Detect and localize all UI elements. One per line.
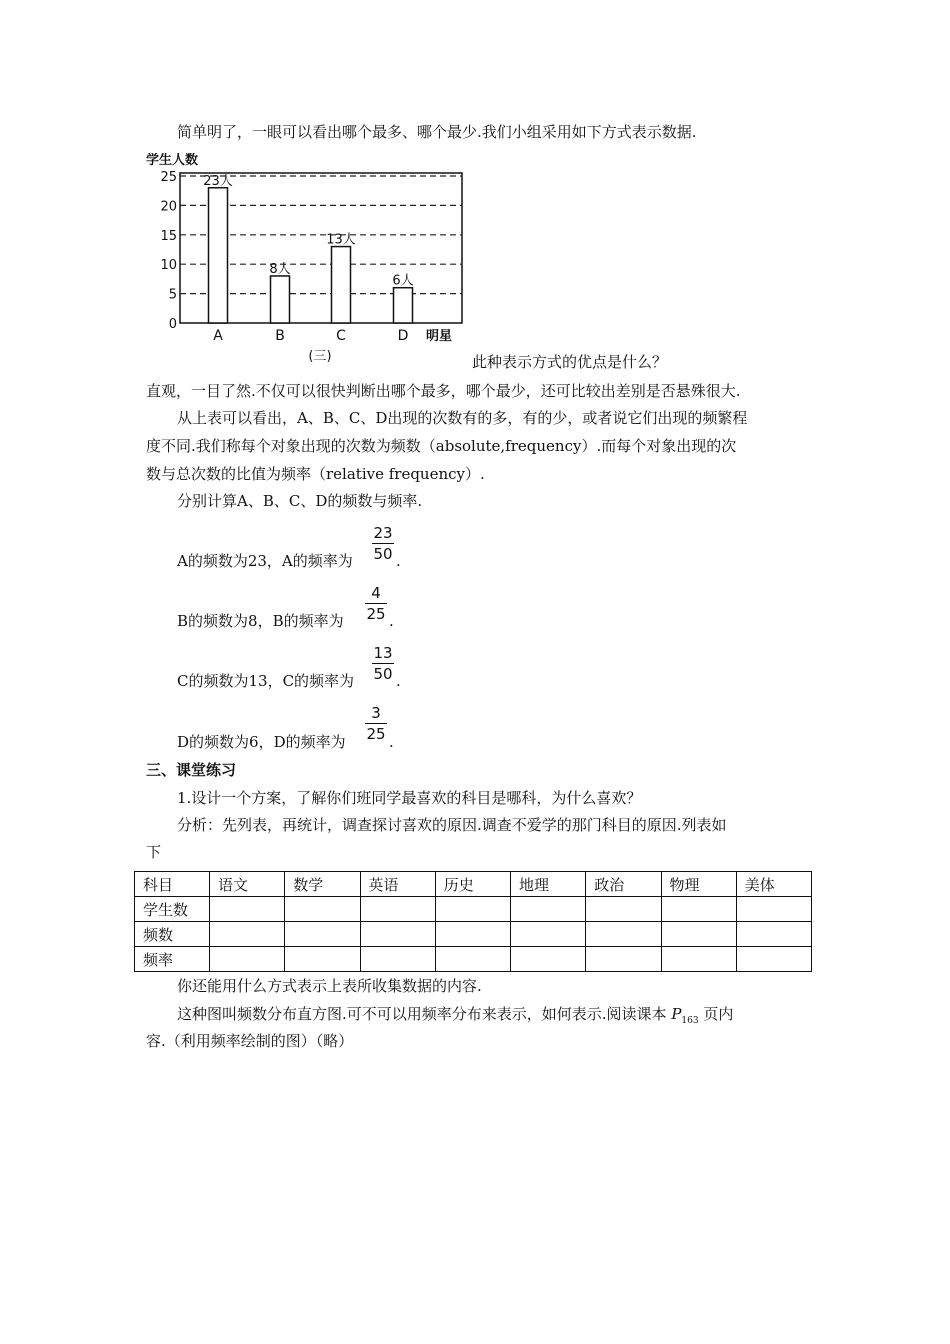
y-tick-label: 20 [160,199,177,215]
fraction-bar [372,543,394,544]
paragraph-4c: 数与总次数的比值为频率（relative frequency）. [146,465,485,483]
table-header-cell: 地理 [511,872,586,897]
bar-B [271,276,290,323]
table-cell [661,922,736,947]
bar-C [332,247,351,323]
data-label: 23人 [203,173,233,189]
numerator: 3 [371,704,381,722]
table-row [135,922,812,947]
table-header-cell: 物理 [661,872,736,897]
fraction-bar [365,603,387,604]
x-tick-label: C [336,328,346,344]
chart-caption: (三) [308,349,332,364]
paragraph-4a: 从上表可以看出，A、B、C、D出现的次数有的多，有的少，或者说它们出现的频繁程 [177,409,748,427]
table-cell [435,922,510,947]
table-cell [210,897,285,922]
y-tick-label: 25 [160,170,177,185]
denominator: 25 [366,725,386,743]
denominator: 50 [373,545,393,563]
table-cell [511,897,586,922]
table-cell [586,947,661,972]
fraction [372,524,394,563]
table-header-cell: 科目 [135,872,210,897]
y-tick-label: 5 [168,287,177,303]
bar-D [394,288,413,323]
table-cell [210,947,285,972]
period: . [396,552,401,570]
period: . [389,733,394,751]
page-ref-p: P [671,1005,682,1023]
table-cell [285,947,360,972]
numerator: 13 [373,644,393,662]
numerator: 4 [371,584,381,602]
analysis-a: 分析：先列表，再统计，调查探讨喜欢的原因.调查不爱学的那门科目的原因.列表如 [177,816,727,834]
page-ref-number: 163 [681,1016,699,1026]
table-cell [285,897,360,922]
denominator: 50 [373,665,393,683]
table-header-cell: 英语 [360,872,435,897]
fraction-bar [372,663,394,664]
paragraph-1: 简单明了，一眼可以看出哪个最多、哪个最少.我们小组采用如下方式表示数据. [177,123,697,141]
question-1: 1.设计一个方案，了解你们班同学最喜欢的科目是哪科，为什么喜欢？ [177,789,642,807]
table-row-label: 频率 [135,947,210,972]
data-label: 8人 [269,261,291,277]
paragraph-4b: 度不同.我们称每个对象出现的次数为频数（absolute,frequency）.而每个对象出现的次 [146,437,737,455]
section-heading: 三、课堂练习 [146,761,237,779]
table-cell [736,897,811,922]
table-cell [511,922,586,947]
freq-text: C的频数为13，C的频率为 [177,672,355,690]
fraction [372,644,394,683]
table-cell [360,897,435,922]
table-header-cell: 政治 [586,872,661,897]
fraction-bar [365,723,387,724]
freq-text: D的频数为6，D的频率为 [177,733,346,751]
period: . [389,612,394,630]
fraction [365,584,387,623]
data-label: 6人 [392,273,414,289]
data-label: 13人 [326,232,356,248]
y-tick-label: 15 [160,228,177,244]
bar-A [209,188,228,323]
paragraph-3: 直观，一目了然.不仅可以很快判断出哪个最多，哪个最少，还可比较出差别是否悬殊很大. [146,382,741,400]
table-cell [736,922,811,947]
table-cell [435,897,510,922]
table-header-cell: 数学 [285,872,360,897]
paragraph-5: 分别计算A、B、C、D的频数与频率. [177,492,423,510]
table-header-row [135,872,812,897]
table-row-label: 频数 [135,922,210,947]
period: . [396,672,401,690]
table-cell [736,947,811,972]
x-tick-label: D [397,328,409,344]
table-header-cell: 历史 [435,872,510,897]
after-text-2a: 这种图叫频数分布直方图.可不可以用频率分布来表示，如何表示.阅读课本 [177,1005,667,1023]
table-cell [586,922,661,947]
after-text-2b: 页内 [703,1005,734,1023]
table-cell [661,897,736,922]
y-tick-label: 10 [160,258,177,274]
analysis-b: 下 [146,843,162,861]
freq-text: A的频数为23，A的频率为 [177,552,353,570]
table-cell [661,947,736,972]
fraction [365,704,387,743]
table-row [135,947,812,972]
table-cell [511,947,586,972]
subject-table [134,871,812,972]
table-cell [586,897,661,922]
table-row [135,897,812,922]
x-tick-label: A [213,328,223,344]
after-text-3: 容.（利用频率绘制的图）（略） [146,1032,354,1050]
y-axis-label: 学生人数 [146,153,199,168]
after-text-1: 你还能用什么方式表示上表所收集数据的内容. [177,977,482,995]
table-cell [435,947,510,972]
x-tick-label: B [275,328,285,344]
bar-chart [144,153,466,367]
x-axis-label: 明星 [425,329,453,344]
table-cell [210,922,285,947]
table-cell [285,922,360,947]
after-text-2 [177,1004,733,1031]
numerator: 23 [373,524,393,542]
table-header-cell: 美体 [736,872,811,897]
paragraph-2: 此种表示方式的优点是什么？ [472,353,668,371]
denominator: 25 [366,605,386,623]
freq-text: B的频数为8，B的频率为 [177,612,344,630]
y-tick-label: 0 [168,317,177,332]
table-cell [360,922,435,947]
table-cell [360,947,435,972]
table-header-cell: 语文 [210,872,285,897]
table-row-label: 学生数 [135,897,210,922]
